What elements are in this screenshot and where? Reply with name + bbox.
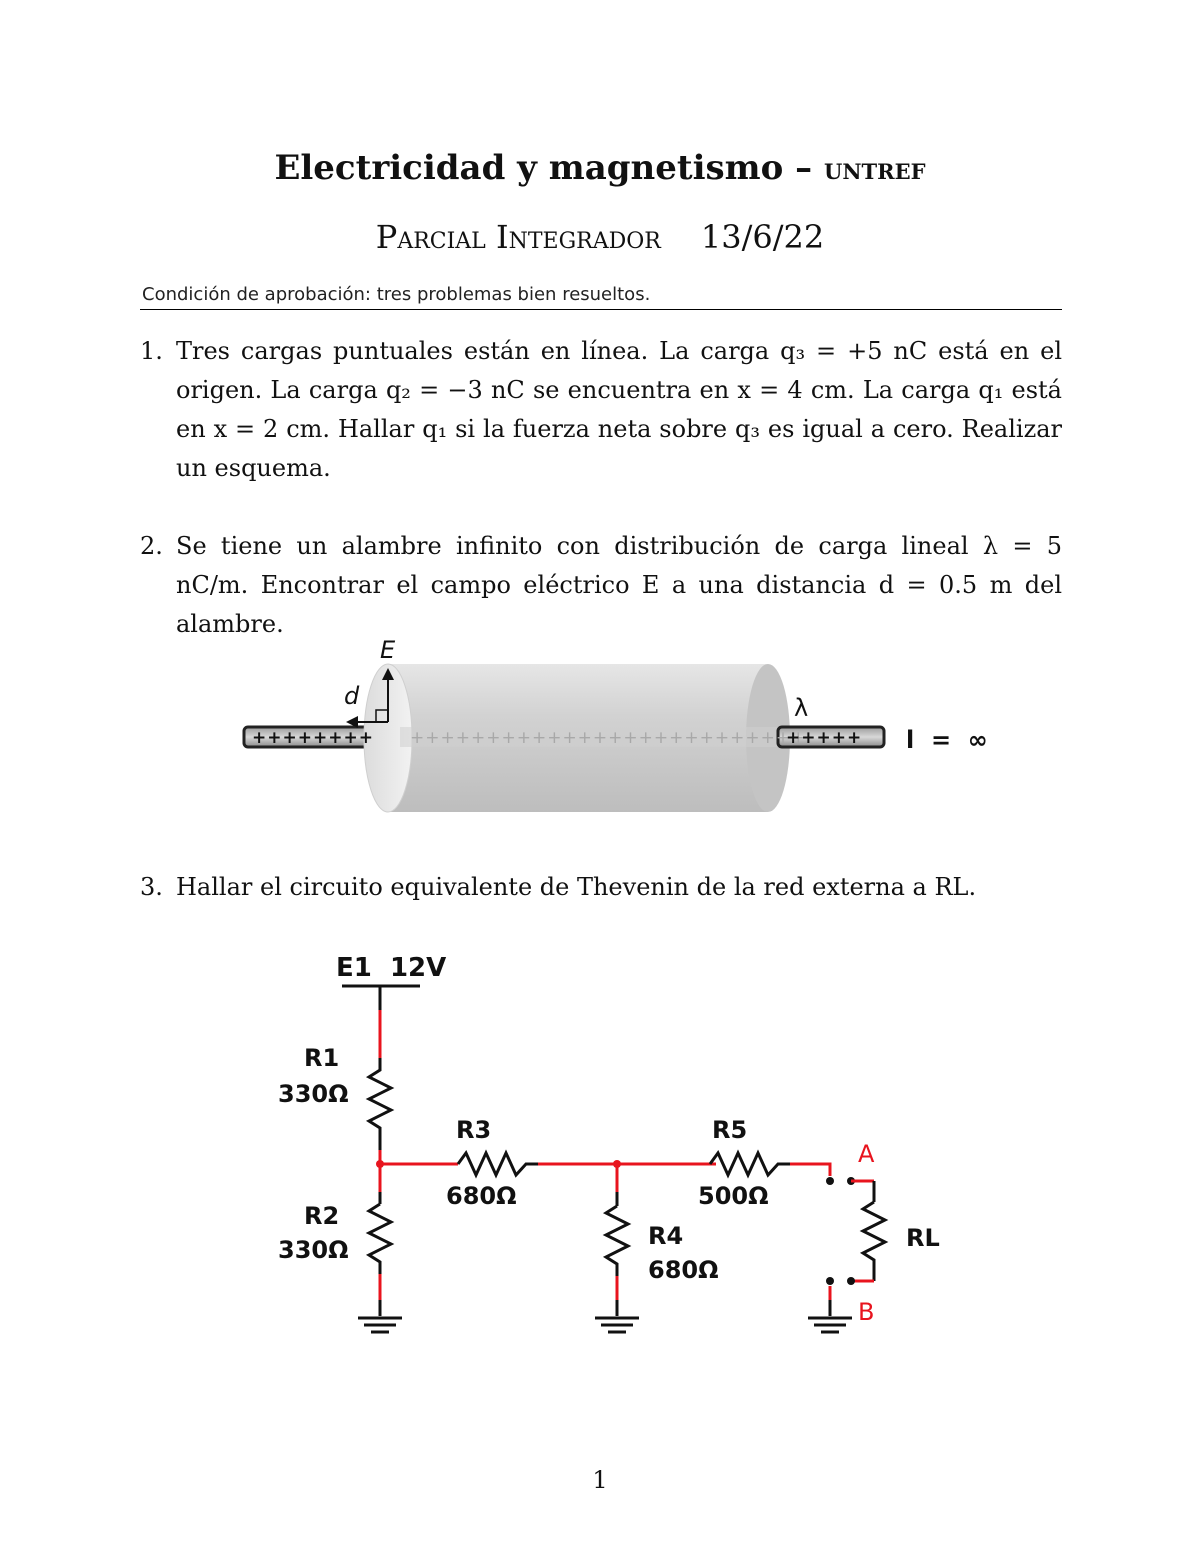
problem-number: 3. bbox=[140, 873, 163, 901]
r1-name: R1 bbox=[304, 1044, 340, 1072]
terminal-a-dot-left bbox=[826, 1177, 834, 1185]
exam-name: Parcial Integrador bbox=[375, 218, 661, 256]
ground-symbol-3 bbox=[808, 1318, 852, 1332]
r1-value: 330Ω bbox=[278, 1080, 349, 1108]
problem-text: Tres cargas puntuales están en línea. La carga q₃ = +5 nC está en el origen. La carga q₂ = −3 nC se encuentra en x = 4 cm. La carga q₁ está en x = 2 cm. Hallar q₁ si la fuerza neta sobre q₃ es igual a cero. Realizar un esquema. bbox=[176, 337, 1062, 482]
problem-text: Se tiene un alambre infinito con distribución de carga lineal λ = 5 nC/m. Encontrar el campo eléctrico E a una distancia d = 0.5 m del alambre. bbox=[176, 532, 1062, 638]
terminal-b-dot-right bbox=[847, 1277, 855, 1285]
wire-r5-a bbox=[790, 1164, 830, 1176]
terminal-a-label: A bbox=[858, 1140, 875, 1168]
ground-symbol-1 bbox=[358, 1318, 402, 1332]
charges-right: +++++ bbox=[786, 728, 863, 748]
terminal-b-dot-left bbox=[826, 1277, 834, 1285]
terminal-b-label: B bbox=[858, 1298, 875, 1326]
problem-text: Hallar el circuito equivalente de Thevenin de la red externa a RL. bbox=[176, 873, 977, 901]
institution-name: untref bbox=[824, 152, 926, 187]
problem-3 bbox=[140, 868, 1062, 907]
page-number: 1 bbox=[592, 1466, 608, 1494]
r1-resistor bbox=[369, 1058, 391, 1140]
r5-resistor bbox=[710, 1153, 790, 1175]
r5-value: 500Ω bbox=[698, 1182, 769, 1210]
problem-2 bbox=[140, 527, 1062, 644]
r4-value: 680Ω bbox=[648, 1256, 719, 1284]
title-text: Electricidad y magnetismo – bbox=[274, 148, 813, 188]
r4-resistor bbox=[606, 1206, 628, 1276]
ground-symbol-2 bbox=[595, 1318, 639, 1332]
approval-condition: Condición de aprobación: tres problemas bien resueltos. bbox=[142, 284, 651, 305]
exam-subtitle bbox=[0, 218, 1200, 256]
charged-wire-figure bbox=[230, 630, 1020, 830]
r3-name: R3 bbox=[456, 1116, 492, 1144]
r5-name: R5 bbox=[712, 1116, 748, 1144]
r2-name: R2 bbox=[304, 1202, 340, 1230]
rl-label: RL bbox=[906, 1224, 940, 1252]
problem-1 bbox=[140, 332, 1062, 488]
label-e: E bbox=[380, 636, 396, 664]
r3-value: 680Ω bbox=[446, 1182, 517, 1210]
document-title bbox=[0, 148, 1200, 188]
r3-resistor bbox=[458, 1153, 538, 1175]
header-divider bbox=[140, 309, 1062, 310]
problem-number: 1. bbox=[140, 337, 163, 365]
label-length: l = ∞ bbox=[906, 726, 988, 754]
charges-middle: ++++++++++++++++++++++++++ bbox=[410, 728, 807, 748]
node-1 bbox=[376, 1160, 384, 1168]
rl-resistor bbox=[863, 1202, 885, 1281]
charges-left: ++++++++ bbox=[252, 728, 374, 748]
source-label: E1 12V bbox=[336, 953, 447, 983]
problem-number: 2. bbox=[140, 532, 163, 560]
label-lambda: λ bbox=[794, 694, 809, 722]
exam-date: 13/6/22 bbox=[700, 218, 825, 256]
thevenin-circuit bbox=[260, 940, 980, 1350]
r2-value: 330Ω bbox=[278, 1236, 349, 1264]
label-d: d bbox=[344, 682, 360, 710]
r2-resistor bbox=[369, 1204, 391, 1274]
r4-name: R4 bbox=[648, 1222, 684, 1250]
